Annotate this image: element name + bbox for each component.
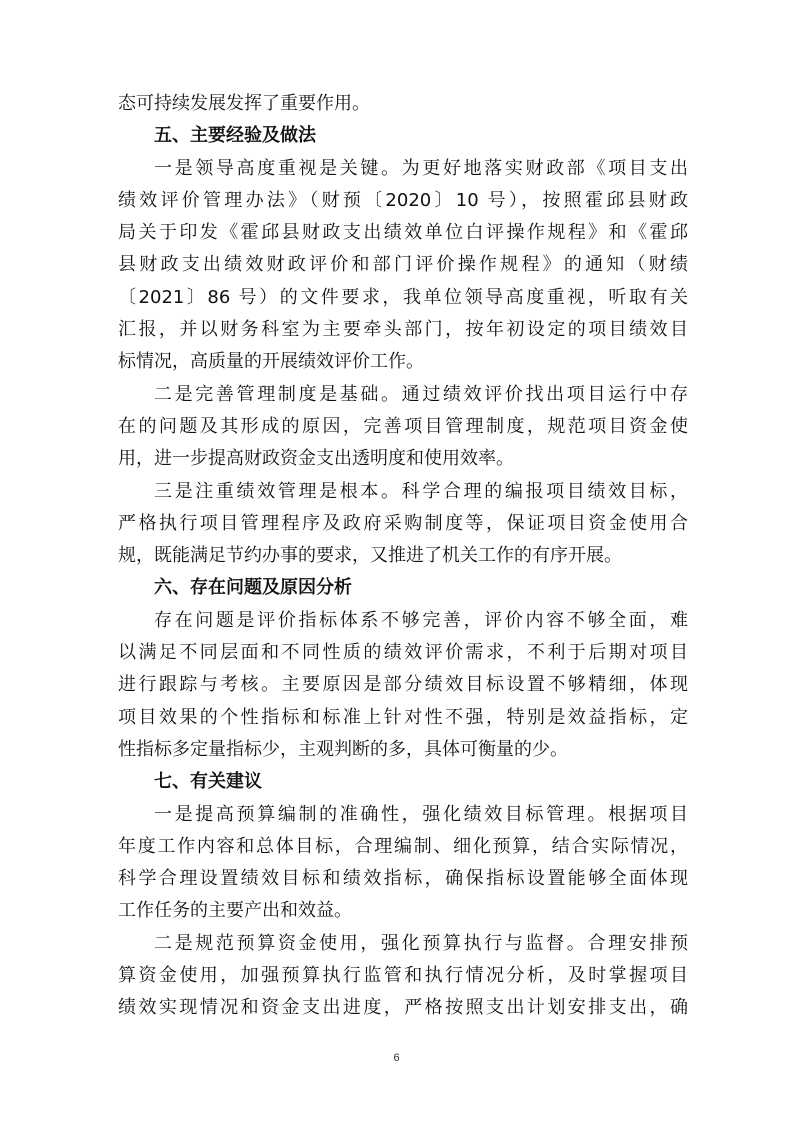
paragraph-line: 汇报，并以财务科室为主要牵头部门，按年初设定的项目绩效目 — [118, 319, 688, 341]
paragraph-line: 三是注重绩效管理是根本。科学合理的编报项目绩效目标， — [154, 480, 688, 502]
section-heading-problems: 六、存在问题及原因分析 — [154, 577, 352, 599]
paragraph-line: 性指标多定量指标少，主观判断的多，具体可衡量的少。 — [118, 738, 568, 760]
document-page — [118, 88, 688, 1025]
page-number: 6 — [393, 1052, 400, 1064]
paragraph-line: 进行跟踪与考核。主要原因是部分绩效目标设置不够精细，体现 — [118, 674, 688, 696]
paragraph-line: 用，进一步提高财政资金支出透明度和使用效率。 — [118, 448, 514, 470]
paragraph-line: 严格执行项目管理程序及政府采购制度等，保证项目资金使用合 — [118, 512, 688, 534]
paragraph-line: 一是领导高度重视是关键。为更好地落实财政部《项目支出 — [154, 157, 688, 179]
paragraph-line: 县财政支出绩效财政评价和部门评价操作规程》的通知（财绩 — [118, 254, 688, 276]
paragraph-line: 年度工作内容和总体目标，合理编制、细化预算，结合实际情况， — [118, 835, 688, 857]
paragraph-line: 二是完善管理制度是基础。通过绩效评价找出项目运行中存 — [154, 383, 688, 405]
paragraph-line: 一是提高预算编制的准确性，强化绩效目标管理。根据项目 — [154, 803, 688, 825]
paragraph-line: 绩效评价管理办法》（财预〔2020〕10 号），按照霍邱县财政 — [118, 189, 688, 211]
paragraph-line: 工作任务的主要产出和效益。 — [118, 900, 352, 922]
paragraph-line: 以满足不同层面和不同性质的绩效评价需求，不利于后期对项目 — [118, 642, 688, 664]
paragraph-line: 算资金使用，加强预算执行监管和执行情况分析，及时掌握项目 — [118, 965, 688, 987]
paragraph-line: 〔2021〕86 号）的文件要求，我单位领导高度重视，听取有关 — [118, 286, 688, 308]
paragraph-line: 局关于印发《霍邱县财政支出绩效单位白评操作规程》和《霍邱 — [118, 222, 688, 244]
paragraph-line: 在的问题及其形成的原因，完善项目管理制度，规范项目资金使 — [118, 415, 688, 437]
paragraph-line: 存在问题是评价指标体系不够完善，评价内容不够全面，难 — [154, 609, 688, 631]
paragraph-line: 科学合理设置绩效目标和绩效指标，确保指标设置能够全面体现 — [118, 868, 688, 890]
paragraph-line: 标情况，高质量的开展绩效评价工作。 — [118, 351, 424, 373]
paragraph-line: 二是规范预算资金使用，强化预算执行与监督。合理安排预 — [154, 932, 688, 954]
paragraph-line: 绩效实现情况和资金支出进度，严格按照支出计划安排支出，确 — [118, 997, 688, 1019]
section-heading-suggestions: 七、有关建议 — [154, 771, 262, 793]
paragraph-line: 规，既能满足节约办事的要求，又推进了机关工作的有序开展。 — [118, 545, 622, 567]
section-heading-experience: 五、主要经验及做法 — [154, 125, 316, 147]
paragraph-line: 项目效果的个性指标和标准上针对性不强，特别是效益指标，定 — [118, 706, 688, 728]
paragraph-line: 态可持续发展发挥了重要作用。 — [118, 93, 370, 114]
